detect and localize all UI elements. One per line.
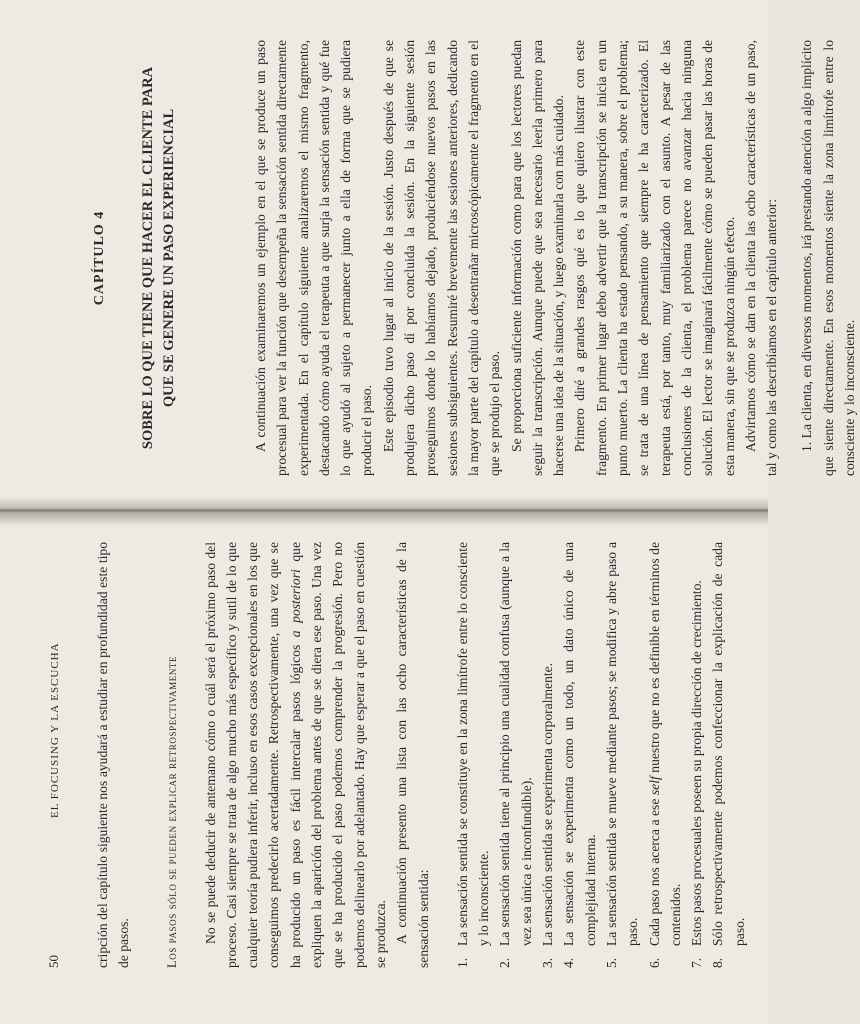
paragraph: Primero diré a grandes rasgos qué es lo que quiero ilustrar con este fragmento. En primer lugar debo advertir que la transcripción se inicia en un punto muerto. La clienta ha estado pensando, a su manera, sobre el problema; se trata de una línea de pensamiento que siempre le ha caracterizado. El terapeuta está, por tanto, muy familiarizado con el asunto. A pesar de las conclusiones de la clienta, el problema parece no avanzar hacia ninguna solución. El lector se imaginará fácilmente cómo se pueden pasar las horas de esta manera, sin que se produzca ningún efecto. [572,40,737,476]
list-item: 4. La sensación se experimenta como un todo, un dato único de una complejidad interna. [561,542,598,968]
right-page [0,0,858,512]
running-head [46,542,62,968]
paragraph: 1. La clienta, en diversos momentos, irá prestando atención a algo implícito que siente directamente. En esos momentos siente la zona limítrofe entre lo consciente y lo inconsciente. [799,40,858,476]
list-item: 7. Estos pasos procesuales poseen su propia dirección de crecimiento. [689,580,705,968]
list-item: 3. La sensación sentida se experimenta corporalmente. [540,662,556,968]
paragraph: Este episodio tuvo lugar al inicio de la sesión. Justo después de que se produjera dicho paso dí por concluida la sesión. En la siguiente sesión proseguimos donde lo habíamos dejado, produciéndose nuevos pasos en las sesiones subsiguientes. Resumiré brevemente las sesiones anteriores, dedicando la mayor parte del capítulo a desentrañar microscópicamente el fragmento en el que se produjo el paso. [380,40,503,476]
opening-paragraph: cripción del capítulo siguiente nos ayudará a estudiar en profundidad este tipo de pasos. [95,542,132,968]
left-page [0,512,768,1024]
section-title: Los pasos sólo se pueden explicar retrospectivamente [164,655,179,968]
paragraph: A continuación presento una lista con las ocho características de la sensación sentida: [394,542,431,968]
paragraph: Se proporciona suficiente información como para que los lectores puedan seguir la transcripción. Aunque puede que sea necesario leerla primero para hacerse una idea de la situación, y luego examinarla con más cuidado. [508,40,567,476]
list-item: 1. La sensación sentida se constituye en la zona limítrofe entre lo consciente y lo inconsciente. [454,542,492,968]
list-item: 5. La sensación sentida se mueve mediante pasos; se modifica y abre paso a paso. [603,542,641,968]
paragraph: No se puede deducir de antemano cómo o cuál será el próximo paso del proceso. Casi siempre se trata de algo mucho más específico y sutil de lo que cualquier teoría pudiera inferir, incluso en esos casos excepcionales en los que conseguimos predecirlo acertadamente. Retrospectivamente, una vez que se ha producido un paso es fácil intercalar pasos lógicos a posteriori que expliquen la aparición del problema antes de que se diera ese paso. Una vez que se ha producido el paso podemos comprender la progresión. Pero no podemos delinearlo por adelantado. Hay que esperar a que el paso en cuestión se produzca. [202,541,388,968]
feature-list [452,542,750,968]
paragraph: Advirtamos cómo se dan en la clienta las ocho características de un paso, tal y como las describíamos en el capítulo anterior: [742,40,780,476]
list-item: 2. La sensación sentida tiene al principio una cualidad confusa (aunque a la vez sea única e inconfundible). [497,542,534,968]
page-number: 50 [46,955,61,968]
running-head-title: EL FOCUSING Y LA ESCUCHA [49,642,61,818]
list-item: 6. Cada paso nos acerca a ese self nuestro que no es definible en términos de contenidos. [646,542,683,968]
paragraph: A continuación examinaremos un ejemplo en el que se produce un paso procesual para ver la función que desempeña la sensación sentida directamente experimentada. En el capítulo siguiente analizaremos el mismo fragmento, destacando cómo ayuda el terapeuta a que surja la sensación sentida y qué fue lo que ayudó al sujeto a permanecer junto a ella de forma que se pudiera producir el paso. [253,40,375,476]
chapter-label: CAPÍTULO 4 [92,210,107,306]
list-item: 8. Sólo retrospectivamente podemos confeccionar la explicación de cada paso. [710,542,747,968]
chapter-title: SOBRE LO QUE TIENE QUE HACER EL CLIENTE PARA QUE SE GENERE UN PASO EXPERIENCIAL [140,66,177,450]
